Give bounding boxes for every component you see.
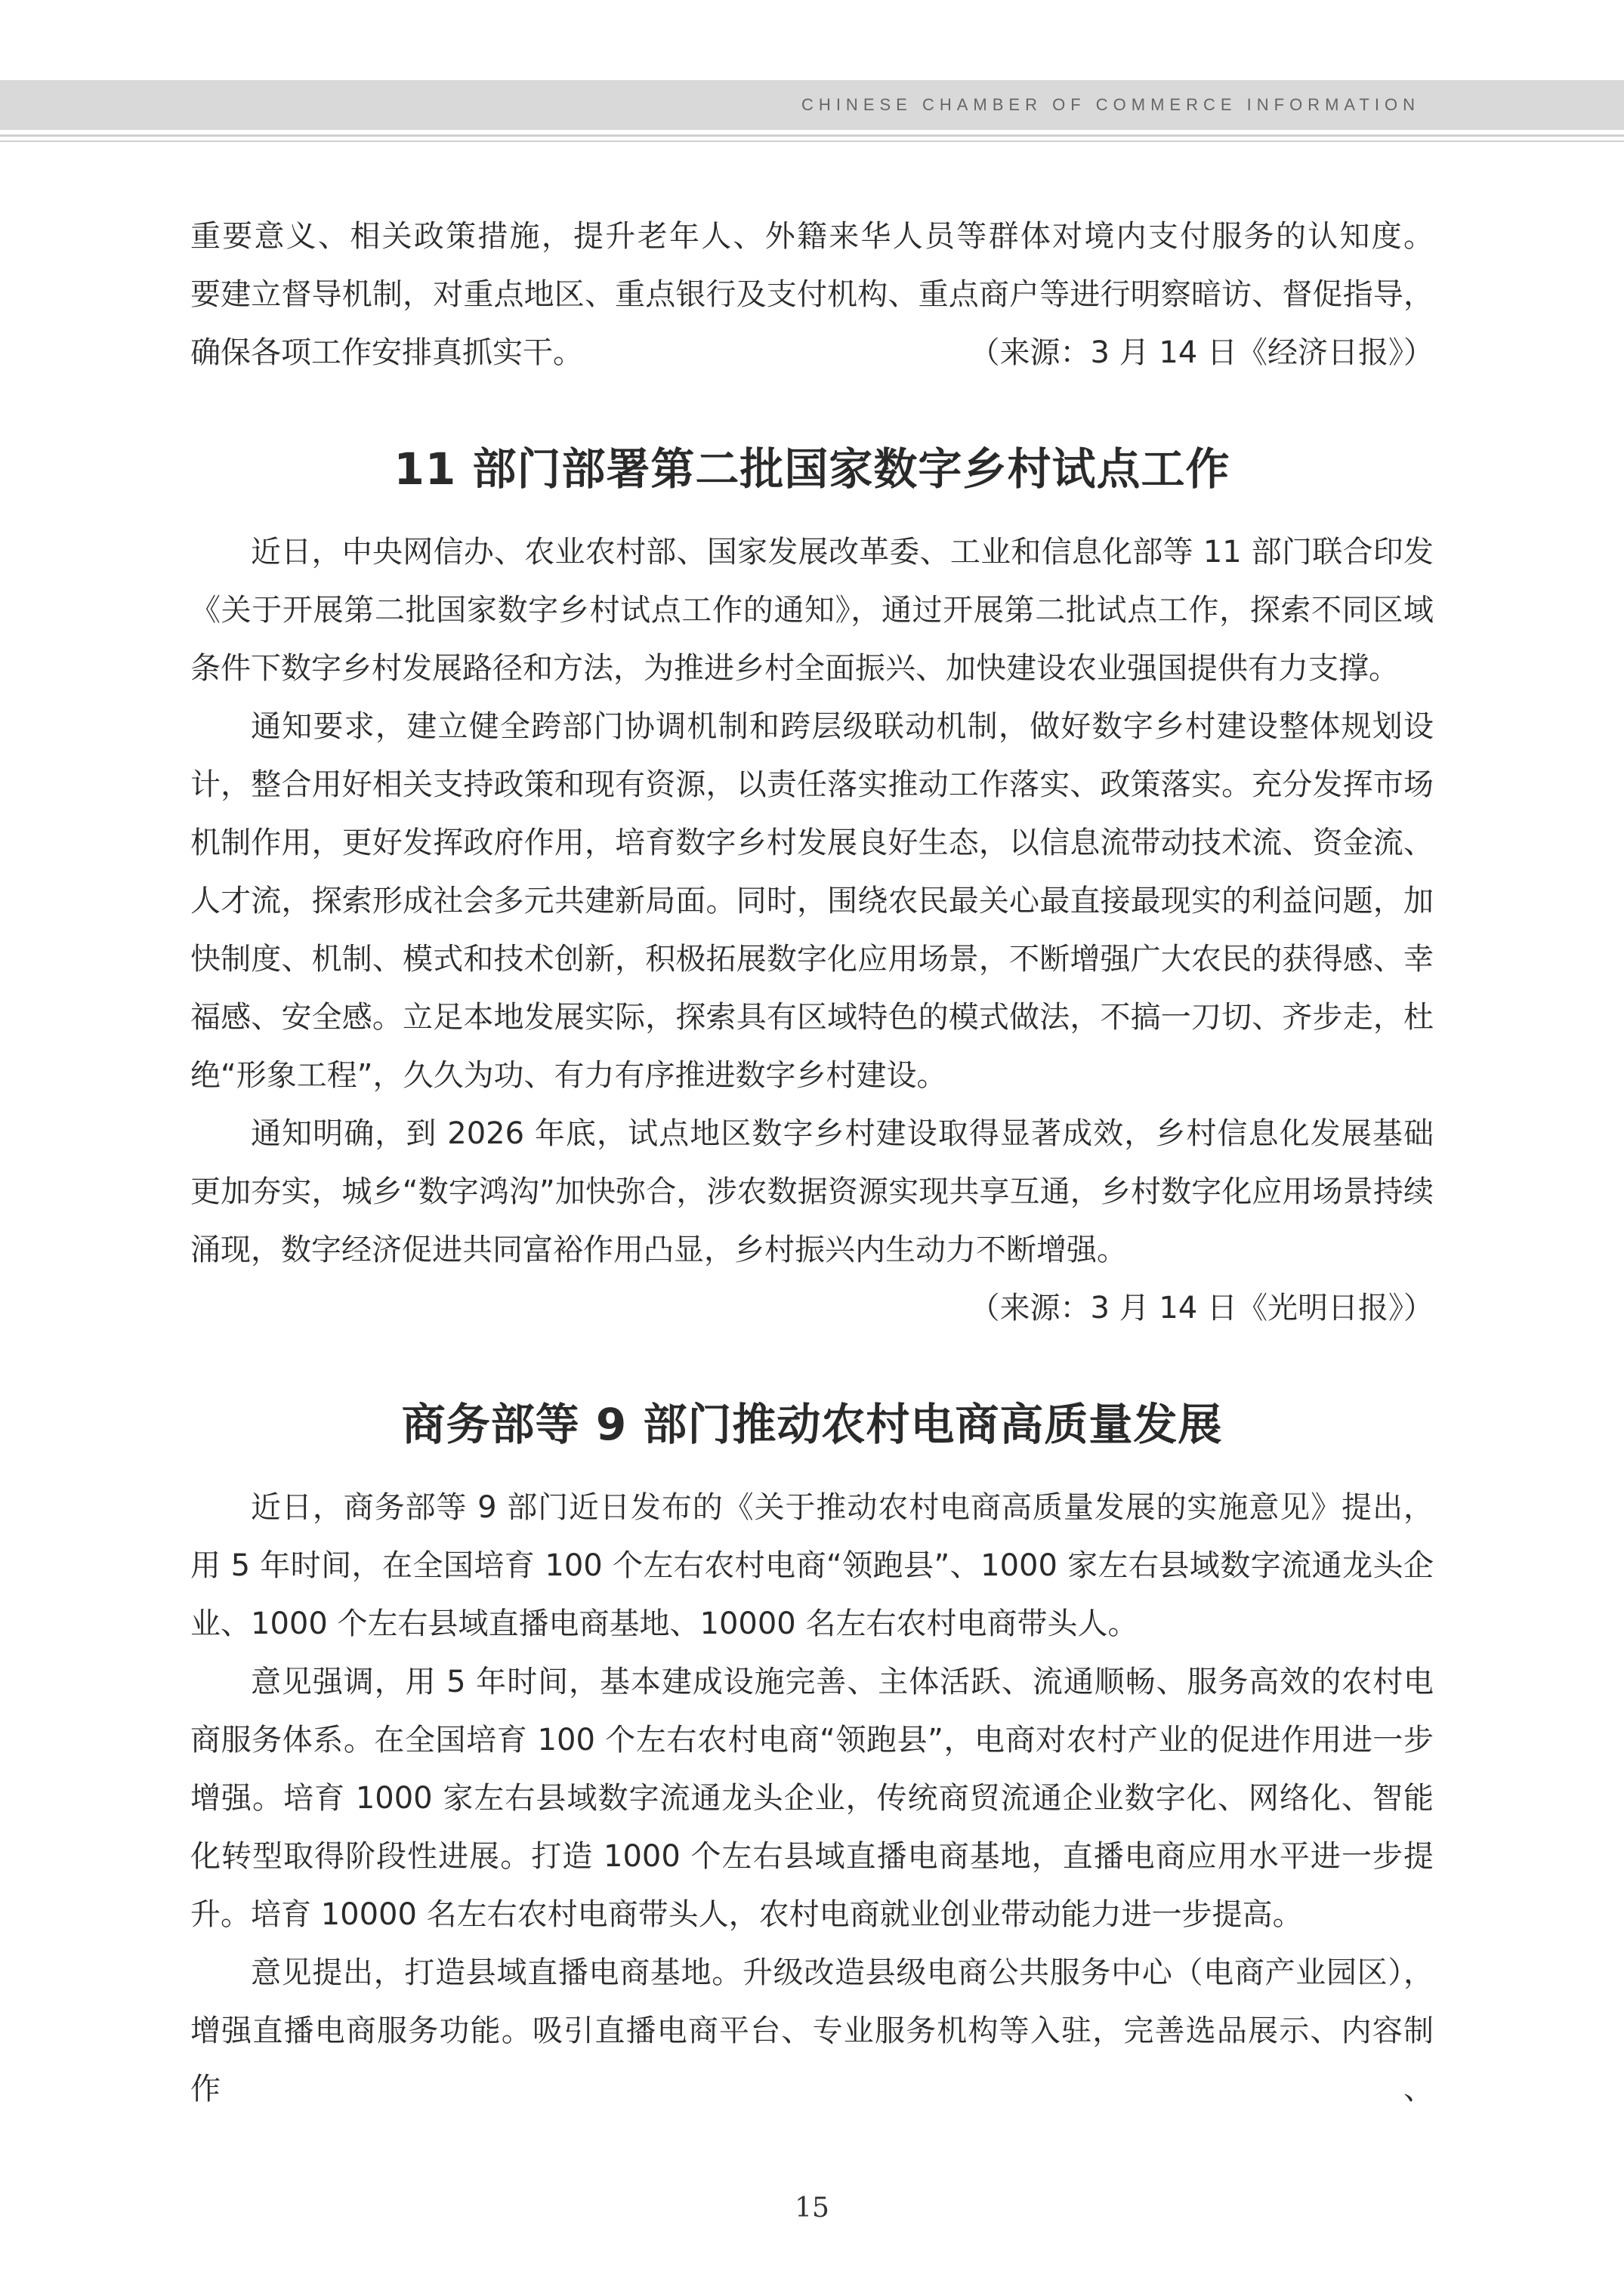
source-citation: （来源：3 月 14 日《光明日报》） — [969, 1291, 1434, 1325]
paragraph: 通知明确，到 2026 年底，试点地区数字乡村建设取得显著成效，乡村信息化发展基础更加夯实，城乡“数字鸿沟”加快弥合，涉农数据资源实现共享互通，乡村数字化应用场景持续涌现，数字经济促进共同富裕作用凸显，乡村振兴内生动力不断增强。 — [190, 1116, 1434, 1267]
page-content — [190, 208, 1434, 2119]
top-article-continuation — [190, 208, 1434, 382]
paragraph-line: 重要意义、相关政策措施，提升老年人、外籍来华人员等群体对境内支付服务的认知度。 — [190, 219, 1434, 254]
paragraph: 意见强调，用 5 年时间，基本建成设施完善、主体活跃、流通顺畅、服务高效的农村电商服务体系。在全国培育 100 个左右农村电商“领跑县”，电商对农村产业的促进作用进一步增强。培育 1000 家左右县域数字流通龙头企业，传统商贸流通企业数字化、网络化、智能化转型取得阶段性进展。打造 1000 个左右县域直播电商基地，直播电商应用水平进一步提升。培育 10000 名左右农村电商带头人，农村电商就业创业带动能力进一步提高。 — [190, 1665, 1434, 1932]
paragraph-line: 确保各项工作安排真抓实干。 — [190, 335, 583, 370]
paragraph: 近日，中央网信办、农业农村部、国家发展改革委、工业和信息化部等 11 部门联合印发《关于开展第二批国家数字乡村试点工作的通知》，通过开展第二批试点工作，探索不同区域条件下数字乡村发展路径和方法，为推进乡村全面振兴、加快建设农业强国提供有力支撑。 — [190, 535, 1434, 686]
article-title: 11 部门部署第二批国家数字乡村试点工作 — [394, 443, 1230, 495]
page-number: 15 — [795, 2193, 829, 2224]
article-body — [190, 1479, 1434, 2119]
header-rule — [0, 134, 1624, 137]
journal-name: CHINESE CHAMBER OF COMMERCE INFORMATION — [801, 95, 1420, 114]
article-body — [190, 523, 1434, 1338]
header-rule — [0, 140, 1624, 142]
paragraph: 近日，商务部等 9 部门近日发布的《关于推动农村电商高质量发展的实施意见》提出，用 5 年时间，在全国培育 100 个左右农村电商“领跑县”、1000 家左右县域数字流通龙头企业、1000 个左右县域直播电商基地、10000 名左右农村电商带头人。 — [190, 1490, 1434, 1641]
source-citation: （来源：3 月 14 日《经济日报》） — [969, 335, 1434, 370]
paragraph: 通知要求，建立健全跨部门协调机制和跨层级联动机制，做好数字乡村建设整体规划设计，整合用好相关支持政策和现有资源，以责任落实推动工作落实、政策落实。充分发挥市场机制作用，更好发挥政府作用，培育数字乡村发展良好生态，以信息流带动技术流、资金流、人才流，探索形成社会多元共建新局面。同时，围绕农民最关心最直接最现实的利益问题，加快制度、机制、模式和技术创新，积极拓展数字化应用场景，不断增强广大农民的获得感、幸福感、安全感。立足本地发展实际，探索具有区域特色的模式做法，不搞一刀切、齐步走，杜绝“形象工程”，久久为功、有力有序推进数字乡村建设。 — [190, 709, 1434, 1093]
paragraph: 意见提出，打造县域直播电商基地。升级改造县级电商公共服务中心（电商产业园区），增强直播电商服务功能。吸引直播电商平台、专业服务机构等入驻，完善选品展示、内容制作、 — [190, 1955, 1434, 2106]
paragraph-line: 要建立督导机制，对重点地区、重点银行及支付机构、重点商户等进行明察暗访、督促指导， — [190, 277, 1434, 312]
article-title: 商务部等 9 部门推动农村电商高质量发展 — [401, 1399, 1223, 1450]
